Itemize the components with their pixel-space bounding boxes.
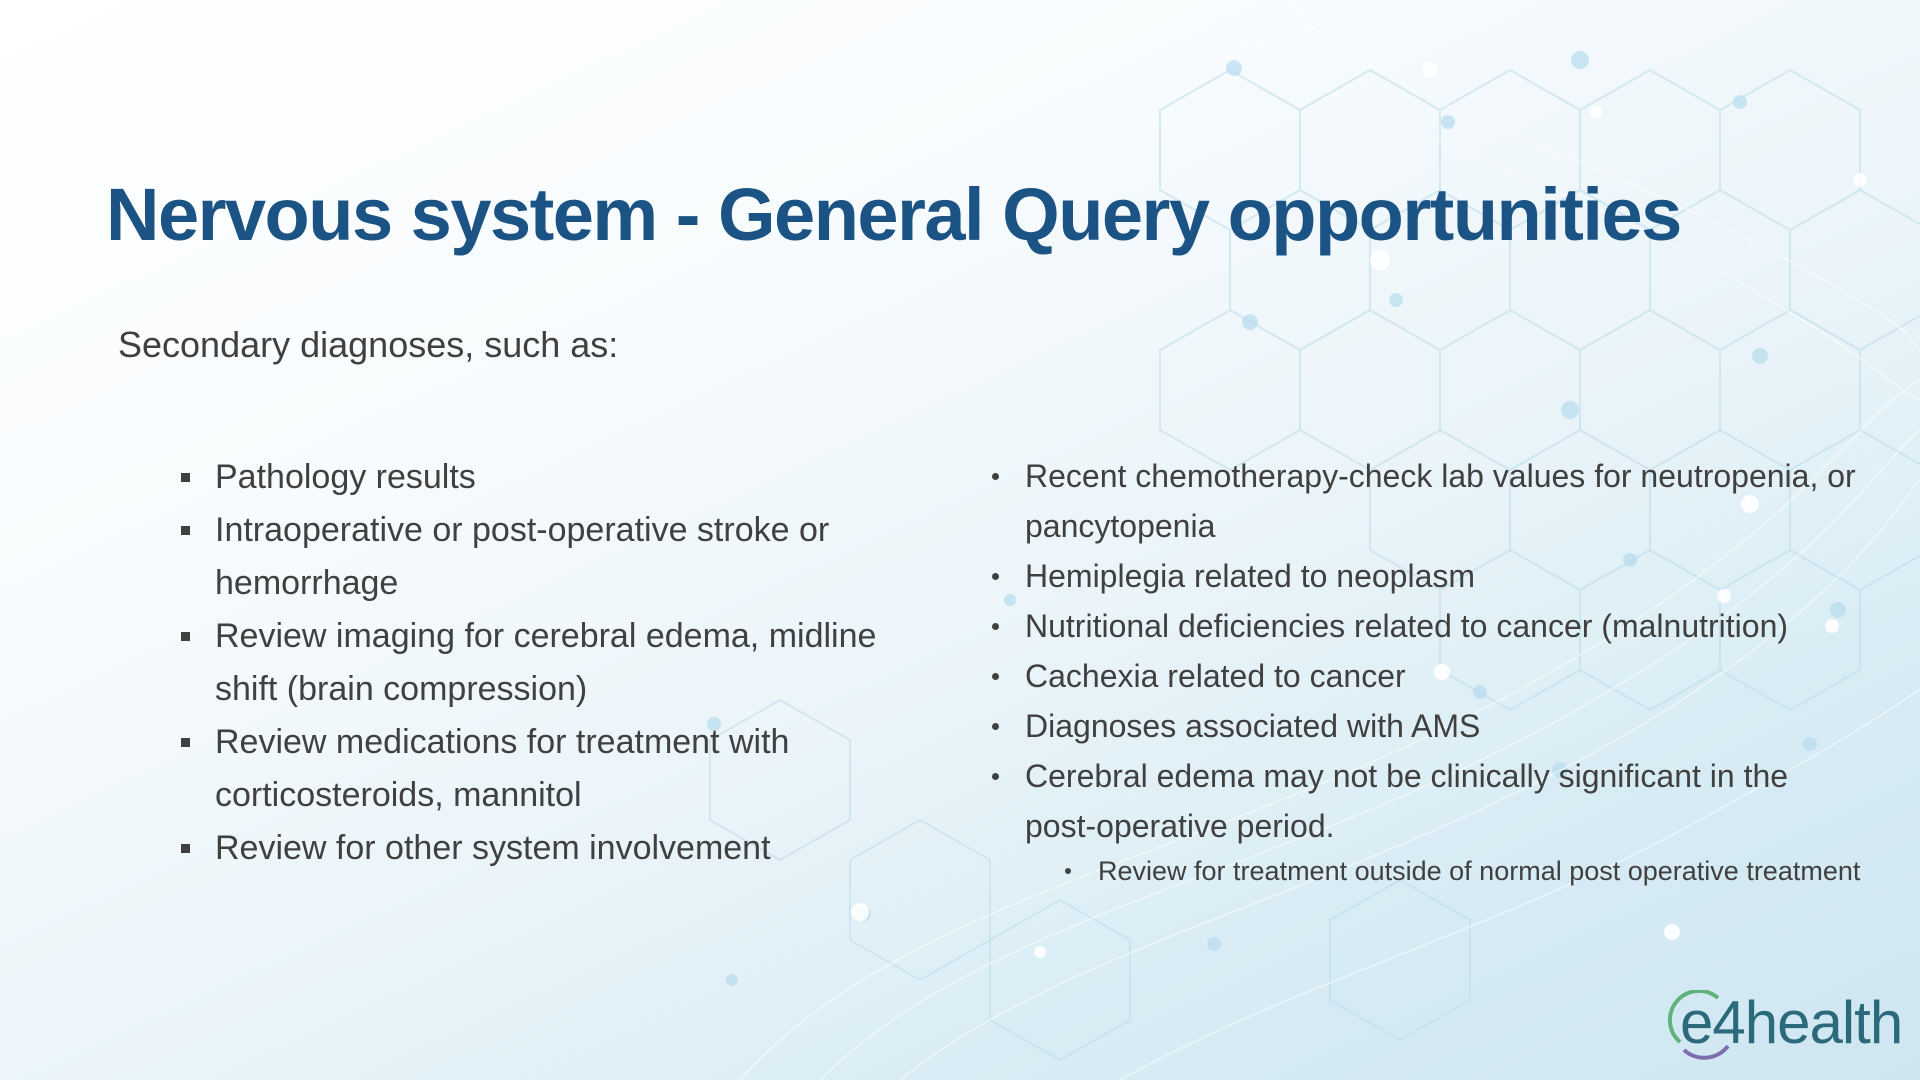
sub-list-item: Review for treatment outside of normal post operative treatment — [1061, 849, 1868, 893]
list-item: Review for other system involvement — [178, 822, 918, 875]
e4health-logo — [1666, 989, 1903, 1060]
list-item: Nutritional deficiencies related to cancer (malnutrition) — [988, 601, 1868, 651]
slide-title: Nervous system - General Query opportunities — [106, 173, 1681, 256]
list-item: Review medications for treatment with corticosteroids, mannitol — [178, 716, 918, 822]
logo-text: e4health — [1680, 989, 1903, 1056]
right-bullet-list — [988, 451, 1868, 893]
list-item: Review imaging for cerebral edema, midline shift (brain compression) — [178, 610, 918, 716]
list-item: Recent chemotherapy-check lab values for neutropenia, or pancytopenia — [988, 451, 1868, 551]
intro-text: Secondary diagnoses, such as: — [118, 324, 619, 365]
list-item: Cachexia related to cancer — [988, 651, 1868, 701]
list-item: Diagnoses associated with AMS — [988, 701, 1868, 751]
left-bullet-list — [178, 451, 918, 875]
list-item: Intraoperative or post-operative stroke or hemorrhage — [178, 504, 918, 610]
list-item: Cerebral edema may not be clinically significant in the post-operative period. — [988, 751, 1868, 851]
list-item: Pathology results — [178, 451, 918, 504]
list-item: Hemiplegia related to neoplasm — [988, 551, 1868, 601]
